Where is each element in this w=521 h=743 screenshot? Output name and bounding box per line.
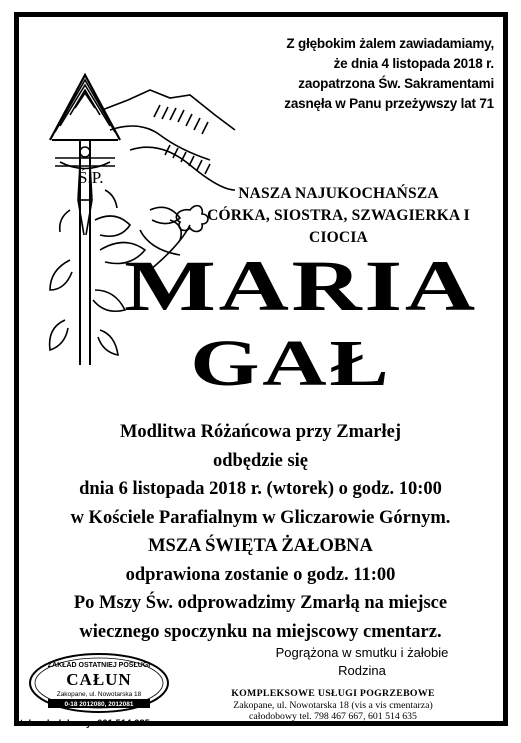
deceased-last-name: GAŁ: [190, 327, 392, 400]
mourning-signature: [262, 644, 462, 680]
mourning-line: Pogrążona w smutku i żałobie: [275, 645, 449, 660]
ceremony-line: wiecznego spoczynku na miejscowy cmentarz.: [79, 621, 442, 642]
ceremony-line: odprawiona zostanie o godz. 11:00: [125, 564, 396, 585]
intro-line: że dnia 4 listopada 2018 r.: [333, 56, 494, 71]
ceremony-line: dnia 6 listopada 2018 r. (wtorek) o godz. 10:00: [79, 479, 442, 499]
logo-top-text: ZAKŁAD OSTATNIEJ POSŁUGI: [47, 662, 151, 669]
ceremony-line: MSZA ŚWIĘTA ŻAŁOBNA: [148, 536, 373, 556]
relation-line: CÓRKA, SIOSTRA, SZWAGIERKA I CIOCIA: [207, 207, 470, 246]
deceased-first-name: MARIA: [124, 246, 478, 326]
sp-abbreviation: Ś.P.: [78, 168, 104, 187]
intro-line: zasnęła w Panu przeżywszy lat 71: [284, 96, 494, 111]
announcement-intro: [262, 34, 494, 114]
footer-phone: tel. całodobowy: 601 514 635: [20, 718, 150, 729]
family-signature: Rodzina: [338, 663, 386, 678]
logo-phone: 0-18 2012080, 2012081: [64, 701, 134, 708]
intro-line: Z głębokim żalem zawiadamiamy,: [286, 36, 494, 51]
ceremony-line: Po Mszy Św. odprowadzimy Zmarłą na miejsce: [73, 593, 448, 613]
funeral-company-info: [188, 688, 478, 723]
company-line: całodobowy tel. 798 467 667, 601 514 635: [249, 711, 417, 722]
ceremony-details: [0, 418, 521, 646]
company-line: Zakopane, ul. Nowotarska 18 (vis a vis cmentarza): [233, 699, 433, 711]
relation-text: [176, 183, 501, 249]
logo-address: Zakopane, ul. Nowotarska 18: [56, 691, 142, 698]
ceremony-line: w Kościele Parafialnym w Gliczarowie Górnym.: [70, 507, 451, 528]
logo-name: CAŁUN: [66, 670, 132, 689]
relation-line: NASZA NAJUKOCHAŃSZA: [238, 185, 439, 202]
company-line: KOMPLEKSOWE USŁUGI POGRZEBOWE: [231, 688, 435, 699]
intro-line: zaopatrzona Św. Sakramentami: [298, 76, 494, 91]
calun-logo-icon: [28, 652, 170, 714]
ceremony-line: Modlitwa Różańcowa przy Zmarłej: [119, 422, 402, 442]
ceremony-line: odbędzie się: [212, 450, 309, 471]
